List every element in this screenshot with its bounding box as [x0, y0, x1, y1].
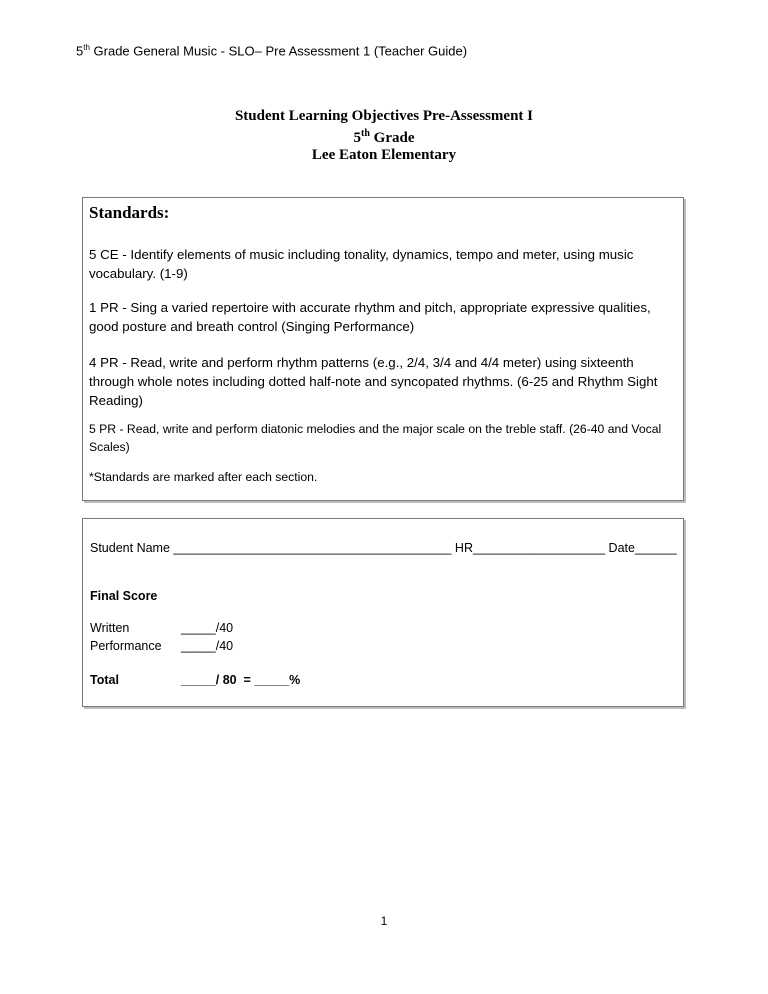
title-grade-line — [0, 125, 768, 147]
title-school: Lee Eaton Elementary — [311, 147, 457, 163]
student-name-line[interactable]: Student Name ________________________________________ HR___________________ Date______ — [90, 541, 677, 555]
standards-note: *Standards are marked after each section. — [89, 470, 318, 484]
written-label: Written — [90, 621, 130, 635]
page-number: 1 — [380, 914, 388, 928]
title-grade-number: 5 — [353, 130, 361, 146]
document-title — [0, 108, 768, 164]
header-grade-number: 5 — [76, 43, 84, 59]
title-grade-word: Grade — [369, 130, 415, 146]
written-score[interactable]: _____/40 — [181, 621, 234, 635]
standard-item: 4 PR - Read, write and perform rhythm patterns (e.g., 2/4, 3/4 and 4/4 meter) using sixteenth through whole notes including dotted half-note and syncopated rhythms. (6-25 and Rhythm Sight Reading) — [89, 355, 658, 408]
standard-item: 1 PR - Sing a varied repertoire with accurate rhythm and pitch, appropriate expressive qualities, good posture and breath control (Singing Performance) — [89, 300, 651, 334]
total-label: Total — [90, 673, 119, 687]
title-line-1: Student Learning Objectives Pre-Assessment I — [234, 108, 534, 124]
performance-score[interactable]: _____/40 — [181, 639, 234, 653]
header-superscript: th — [83, 43, 90, 52]
standard-item: 5 CE - Identify elements of music including tonality, dynamics, tempo and meter, using music vocabulary. (1-9) — [89, 247, 634, 281]
final-score-label: Final Score — [90, 589, 158, 603]
standard-item: 5 PR - Read, write and perform diatonic melodies and the major scale on the treble staff. (26-40 and Vocal Scales) — [89, 422, 662, 454]
header-text: Grade General Music - SLO– Pre Assessment 1 (Teacher Guide) — [89, 43, 468, 59]
standards-heading: Standards: — [89, 203, 170, 222]
page-header — [76, 43, 467, 58]
performance-label: Performance — [90, 639, 162, 653]
standards-box — [82, 197, 684, 501]
score-box — [82, 518, 684, 707]
title-grade-superscript: th — [361, 128, 370, 139]
total-score[interactable]: _____/ 80 = _____% — [181, 673, 301, 687]
